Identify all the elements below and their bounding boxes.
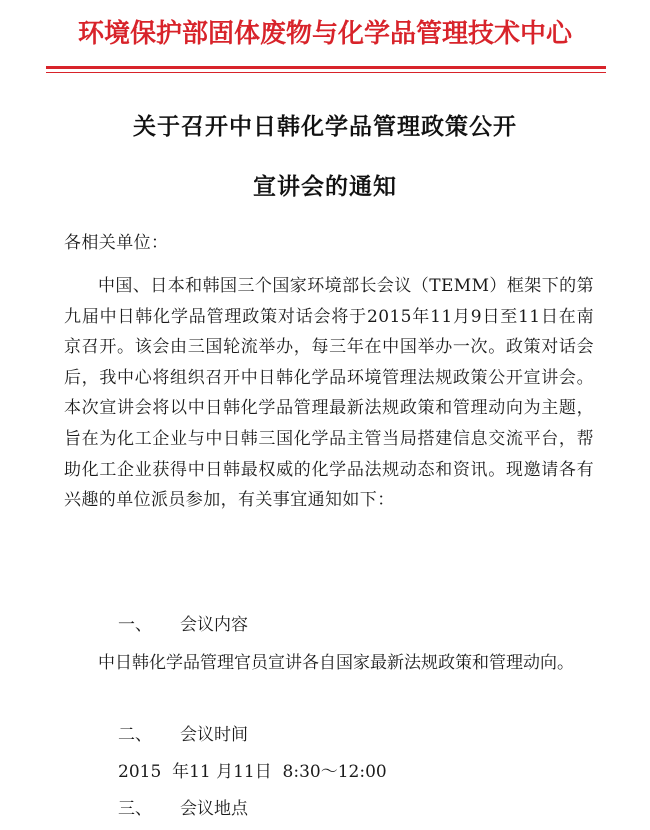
letterhead-rule-thick [46, 66, 606, 69]
letterhead-org-name: 环境保护部固体废物与化学品管理技术中心 [77, 19, 572, 49]
section-1-title: 会议内容 [180, 615, 248, 635]
section-3-number: 三、 [118, 799, 152, 819]
section-3-heading [118, 794, 248, 824]
section-2-heading [118, 720, 248, 750]
section-1-content: 中日韩化学品管理官员宣讲各自国家最新法规政策和管理动向。 [98, 653, 574, 673]
intro-paragraph: 中国、日本和韩国三个国家环境部长会议（TEMM）框架下的第九届中日韩化学品管理政策对话会将于2015年11月9日至11日在南京召开。该会由三国轮流举办，每三年在中国举办一次。政策对话会后，我中心将组织召开中日韩化学品环境管理法规政策公开宣讲会。本次宣讲会将以中日韩化学品管理最新法规政策和管理动向为主题，旨在为化工企业与中日韩三国化学品主管当局搭建信息交流平台，帮助化工企业获得中日韩最权威的化学品法规动态和资讯。现邀请各有兴趣的单位派员参加，有关事宜通知如下： [64, 276, 594, 511]
section-2-content: 2015 年11 月11日 8:30～12:00 [118, 762, 387, 782]
section-3-title: 会议地点 [180, 799, 248, 819]
section-2-title: 会议时间 [180, 725, 248, 745]
section-1-heading [118, 610, 248, 640]
notice-title-line1: 关于召开中日韩化学品管理政策公开 [133, 114, 517, 140]
section-1-number: 一、 [118, 615, 152, 635]
greeting: 各相关单位： [64, 233, 169, 253]
notice-title-line2: 宣讲会的通知 [253, 174, 397, 200]
section-2-number: 二、 [118, 725, 152, 745]
letterhead-rule-thin [46, 72, 606, 73]
